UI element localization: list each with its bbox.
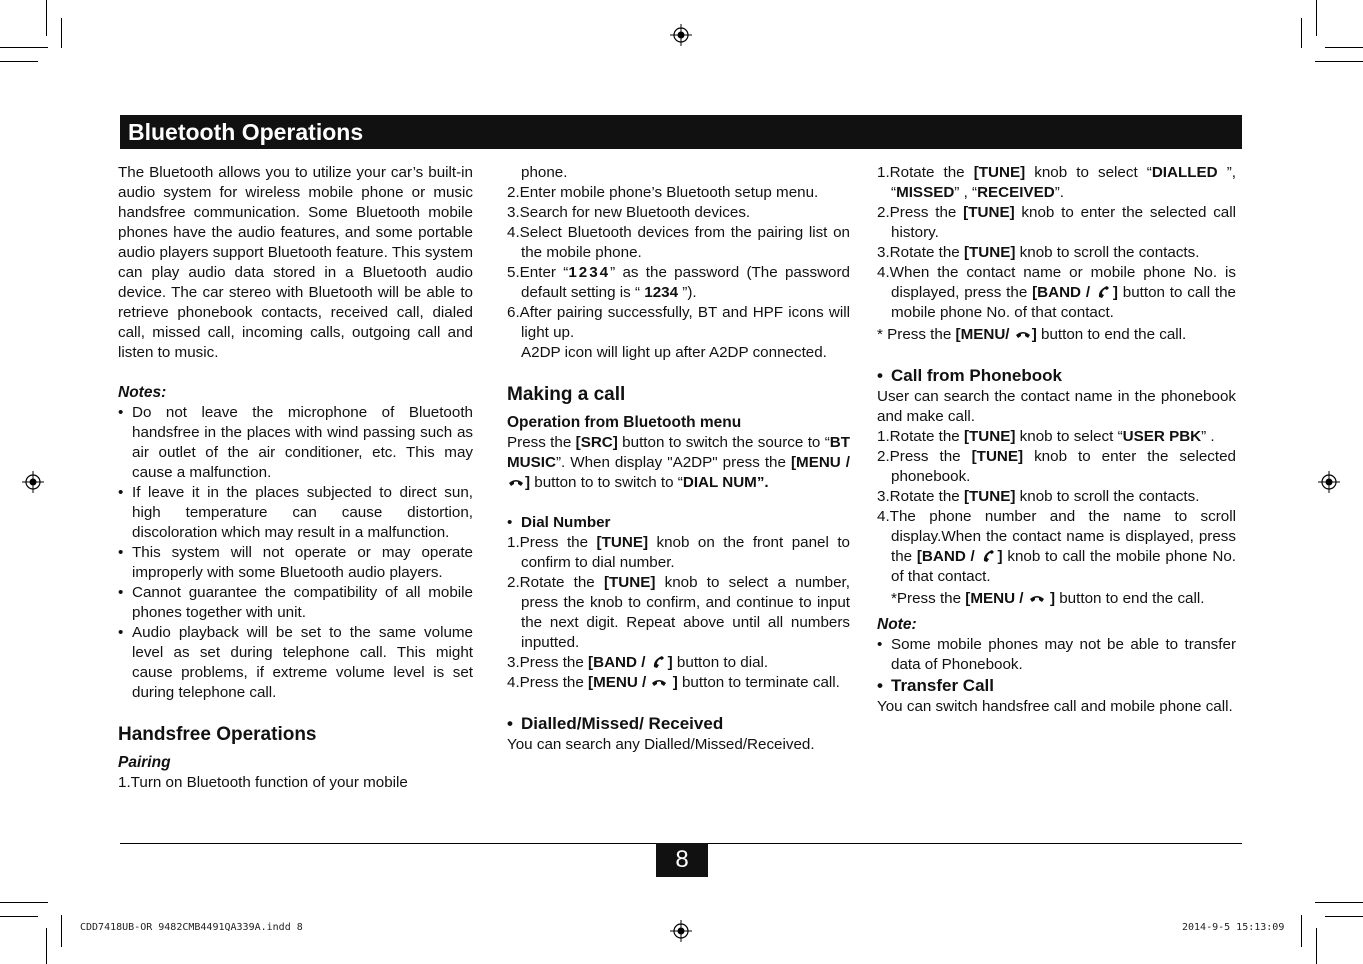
history-steps — [877, 163, 1236, 323]
text-span: ” , “ — [954, 184, 978, 201]
list-item: 2.Enter mobile phone’s Bluetooth setup menu. — [507, 184, 819, 201]
text-span: button to switch the source to “ — [617, 434, 830, 451]
text-span: 1.Press the — [507, 534, 597, 551]
phone-call-icon — [1095, 285, 1113, 299]
transfer-call-heading — [877, 675, 1236, 697]
menu-option: USER PBK — [1122, 428, 1202, 445]
list-item: 6.After pairing successfully, BT and HPF icons will light up. — [507, 304, 850, 341]
text-span: 3.Rotate the — [877, 244, 964, 261]
end-call-note — [877, 589, 1236, 609]
text-span: button to call the mobile phone No. of that contact. — [891, 284, 1236, 321]
list-item — [877, 507, 1236, 587]
notes-list — [118, 403, 473, 703]
text-span: * Press the — [877, 326, 956, 343]
list-item — [877, 447, 1236, 487]
key-label: [TUNE] — [963, 488, 1016, 505]
key-label: [TUNE] — [596, 534, 649, 551]
key-label: [BAND / — [588, 654, 650, 671]
key-label: [TUNE] — [963, 204, 1015, 221]
registration-mark-icon — [22, 471, 44, 493]
notes-title: Notes: — [118, 384, 167, 401]
phone-hangup-icon — [650, 675, 668, 689]
text-span: 2.Rotate the — [507, 574, 604, 591]
list-item — [877, 427, 1236, 447]
key-label: ] — [525, 474, 531, 491]
crop-mark — [61, 18, 62, 48]
list-item — [507, 533, 850, 573]
menu-option: DIALLED — [1151, 164, 1218, 181]
text-span: button to to switch to “ — [530, 474, 683, 491]
text-span: knob to select a number, press the knob to confirm, and continue to input the next digit. Repeat above until all numbers inputted. — [521, 574, 851, 651]
crop-mark — [1316, 0, 1317, 36]
dialled-missed-heading — [507, 713, 850, 735]
menu-option: MISSED — [896, 184, 955, 201]
phone-hangup-icon — [507, 475, 525, 489]
phonebook-text: User can search the contact name in the phonebook and make call. — [877, 388, 1236, 425]
crop-mark — [1315, 902, 1363, 903]
list-item: • This system will not operate or may operate improperly with some Bluetooth audio players. — [118, 543, 473, 583]
column-1 — [118, 163, 473, 793]
crop-mark — [46, 928, 47, 964]
text-span: knob to enter the selected phonebook. — [891, 448, 1236, 485]
list-item — [877, 243, 1236, 263]
password-code: 1234 — [568, 264, 611, 281]
text-span: knob to call the mobile phone No. of that contact. — [891, 548, 1236, 585]
text-span: button to terminate call. — [677, 674, 840, 691]
end-call-note — [877, 325, 1236, 345]
dial-steps — [507, 533, 850, 693]
list-item: • Do not leave the microphone of Bluetooth handsfree in the places with wind passing such as air outlet of the air conditioner, etc. This may cause a malfunction. — [118, 403, 473, 483]
text-span: 4.The phone number and the name to scroll display.When the contact name is displayed, press the — [877, 508, 1236, 565]
text-span: 3.Press the — [507, 654, 589, 671]
key-label: ] — [668, 674, 678, 691]
key-label: [MENU / — [588, 674, 651, 691]
crop-mark — [0, 47, 48, 48]
note-title: Note: — [877, 616, 917, 633]
subsection-heading: Call from Phonebook — [891, 366, 1062, 385]
crop-mark — [1315, 61, 1363, 62]
key-label: [TUNE] — [963, 244, 1016, 261]
key-label: [MENU / — [790, 454, 850, 471]
page-number: 8 — [656, 843, 708, 877]
crop-mark — [0, 61, 38, 62]
list-item — [877, 487, 1236, 507]
key-label: ] — [667, 654, 673, 671]
transfer-call-text: You can switch handsfree call and mobile phone call. — [877, 698, 1233, 715]
text-span: knob to enter the selected call history. — [891, 204, 1236, 241]
subsection-heading: Dialled/Missed/ Received — [521, 714, 724, 733]
crop-mark — [46, 0, 47, 36]
text-span: 1.Rotate the — [877, 428, 964, 445]
text-span: ” . — [1201, 428, 1215, 445]
text-span: 2.Press the — [877, 448, 972, 465]
registration-mark-icon — [670, 920, 692, 942]
phonebook-steps — [877, 427, 1236, 587]
column-3 — [877, 163, 1236, 717]
key-label: [SRC] — [575, 434, 618, 451]
list-item: 4.Select Bluetooth devices from the pairing list on the mobile phone. — [507, 224, 850, 261]
key-label: [TUNE] — [963, 428, 1016, 445]
key-label: [TUNE] — [973, 164, 1026, 181]
phone-hangup-icon — [1028, 591, 1046, 605]
registration-mark-icon — [1318, 471, 1340, 493]
pairing-title: Pairing — [118, 754, 171, 771]
text-span: knob to select “ — [1025, 164, 1152, 181]
section-header-bar — [120, 115, 1242, 149]
key-label: [MENU/ — [955, 326, 1014, 343]
crop-mark — [1301, 915, 1302, 947]
text-span: ” as the password (The password default setting is “ — [521, 264, 850, 301]
key-label: ] — [997, 548, 1003, 565]
text-span: Press the — [507, 434, 576, 451]
crop-mark — [1316, 928, 1317, 964]
menu-option: RECEIVED — [977, 184, 1055, 201]
text-span: knob to select “ — [1015, 428, 1123, 445]
password-code: 1234 — [644, 284, 679, 301]
pairing-step: 1.Turn on Bluetooth function of your mobile — [118, 774, 408, 791]
text-span: ”. — [756, 474, 769, 491]
list-item — [507, 653, 850, 673]
intro-paragraph: The Bluetooth allows you to utilize your car’s built-in audio system for wireless mobile phone or music handsfree communication. Some Bluetooth mobile phones have the audio features, and some portable audio players support Bluetooth feature. This system can play audio data stored in a Bluetooth audio device. The car stereo with Bluetooth will be able to retrieve phonebook contacts, received call, dialed call, missed call, incoming calls, outgoing call and listen to music. — [118, 164, 473, 361]
key-label: ] — [1045, 590, 1056, 607]
page-title: Bluetooth Operations — [128, 119, 364, 145]
crop-mark — [61, 915, 62, 947]
list-item: • Some mobile phones may not be able to transfer data of Phonebook. — [877, 635, 1236, 675]
key-label: DIAL NUM — [682, 474, 757, 491]
list-item — [507, 263, 850, 303]
section-heading: Making a call — [507, 384, 626, 405]
list-item: • If leave it in the places subjected to direct sun, high temperature can cause distortion, discoloration which may result in a malfunction. — [118, 483, 473, 543]
key-label: [TUNE] — [971, 448, 1024, 465]
list-item — [877, 163, 1236, 203]
section-heading: Handsfree Operations — [118, 724, 317, 745]
list-item — [877, 263, 1236, 323]
subsection-heading: Transfer Call — [891, 676, 994, 695]
pairing-steps — [507, 183, 850, 343]
list-item: • Cannot guarantee the compatibility of all mobile phones together with unit. — [118, 583, 473, 623]
key-label: [TUNE] — [603, 574, 656, 591]
key-label: [BAND / — [1032, 284, 1095, 301]
list-item: • Audio playback will be set to the same volume level as set during telephone call. This might cause problems, if extreme volume level is set during telephone call. — [118, 623, 473, 703]
key-label: [BAND / — [916, 548, 980, 565]
dialled-missed-text: You can search any Dialled/Missed/Received. — [507, 736, 815, 753]
subsection-heading: Operation from Bluetooth menu — [507, 414, 742, 431]
text-span: knob to scroll the contacts. — [1015, 488, 1200, 505]
crop-mark — [0, 902, 48, 903]
text-span: 4.Press the — [507, 674, 589, 691]
key-label: BT MUSIC — [507, 434, 851, 471]
phone-call-icon — [650, 655, 668, 669]
text-span: 5.Enter “ — [507, 264, 569, 281]
phone-hangup-icon — [1014, 327, 1032, 341]
list-item — [877, 203, 1236, 243]
print-slug-date: 2014-9-5 15:13:09 — [1182, 922, 1285, 933]
list-item-continuation: A2DP icon will light up after A2DP connected. — [521, 344, 827, 361]
subsection-heading: Dial Number — [521, 514, 611, 531]
key-label: [MENU / — [965, 590, 1028, 607]
column-2 — [507, 163, 850, 755]
dial-number-heading — [507, 513, 850, 533]
pairing-step: phone. — [521, 164, 568, 181]
print-slug-file: CDD7418UB-OR 9482CMB4491QA339A.indd 8 — [80, 922, 303, 933]
key-label: ] — [1031, 326, 1037, 343]
text-span: ”. When display "A2DP" press the — [555, 454, 791, 471]
crop-mark — [1325, 916, 1363, 917]
text-span: ”, “ — [891, 164, 1236, 201]
list-item: 3.Search for new Bluetooth devices. — [507, 204, 751, 221]
text-span: 4.When the contact name or mobile phone No. is displayed, press the — [877, 264, 1236, 301]
text-span: knob on the front panel to confirm to dial number. — [521, 534, 850, 571]
text-span: ”. — [1054, 184, 1065, 201]
phonebook-heading — [877, 365, 1236, 387]
crop-mark — [1325, 47, 1363, 48]
key-label: ] — [1112, 284, 1118, 301]
list-item — [507, 573, 850, 653]
text-span: 3.Rotate the — [877, 488, 964, 505]
text-span: button to end the call. — [1055, 590, 1205, 607]
text-span: 1.Rotate the — [877, 164, 974, 181]
text-span: knob to scroll the contacts. — [1015, 244, 1200, 261]
text-span: *Press the — [891, 590, 966, 607]
note-list — [877, 635, 1236, 675]
registration-mark-icon — [670, 24, 692, 46]
text-span: ”). — [678, 284, 697, 301]
phone-call-icon — [980, 549, 998, 563]
list-item — [507, 673, 850, 693]
text-span: button to end the call. — [1036, 326, 1187, 343]
operation-paragraph — [507, 433, 850, 493]
text-span: 2.Press the — [877, 204, 964, 221]
text-span: button to dial. — [672, 654, 769, 671]
crop-mark — [1301, 18, 1302, 48]
crop-mark — [0, 916, 38, 917]
